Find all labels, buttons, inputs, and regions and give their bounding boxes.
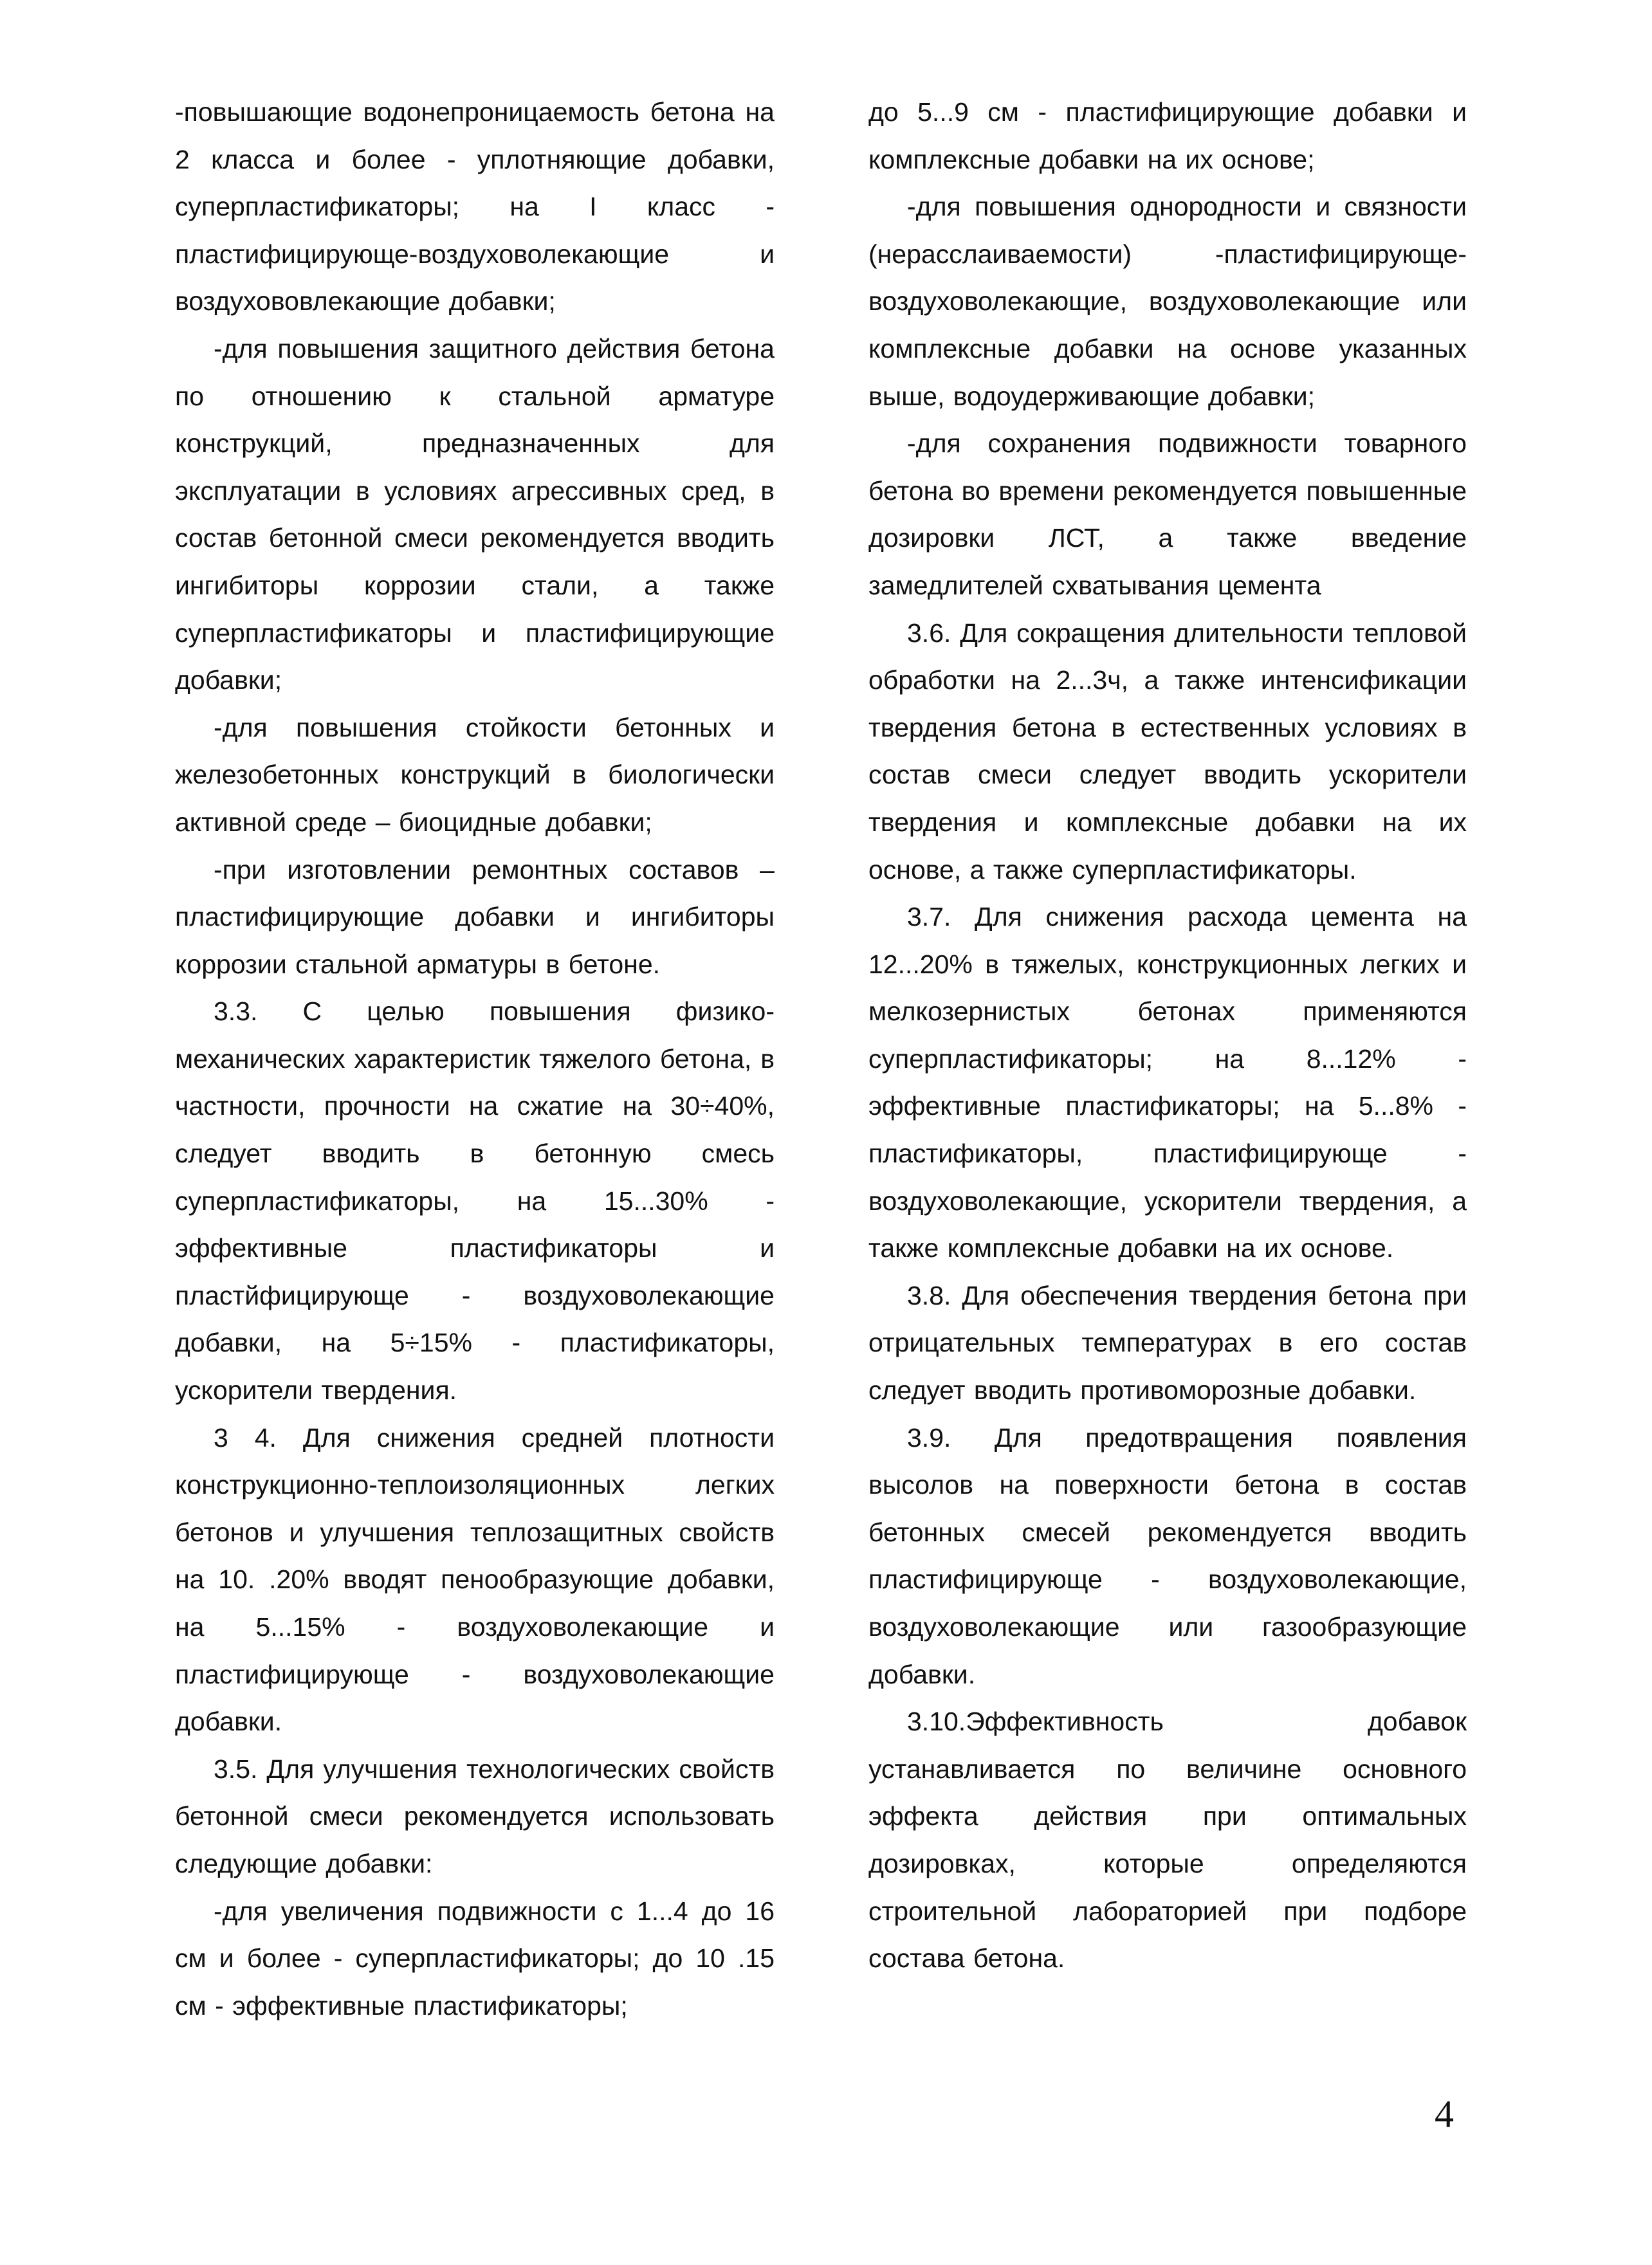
paragraph-3-4: 3 4. Для снижения средней плотности конструкционно-теплоизоляционных легких бетонов и улучшения теплозащитных свойств на 10. .20% вводят пенообразующие добавки, на 5...15% - воздуховолекающие и пластифицирующе - воздуховолекающие добавки. bbox=[175, 1422, 775, 1737]
paragraph-3-8: 3.8. Для обеспечения твердения бетона при отрицательных температурах в его состав следует вводить противоморозные добавки. bbox=[868, 1280, 1467, 1406]
paragraph-3-6: 3.6. Для сокращения длительности тепловой обработки на 2...3ч, а также интенсификации твердения бетона в естественных условиях в состав смеси следует вводить ускорители твердения и комплексные добавки на их основе, а также суперпластификаторы. bbox=[868, 618, 1467, 885]
paragraph-biocidal: -для повышения стойкости бетонных и железобетонных конструкций в биологически активной среде – биоцидные добавки; bbox=[175, 712, 775, 837]
paragraph-waterproofing: -повышающие водонепроницаемость бетона на 2 класса и более - уплотняющие добавки, суперпластификаторы; на I класс - пластифицирующе-воздуховолекающие и воздухововлекающие добавки; bbox=[175, 97, 775, 316]
paragraph-mobility: -для увеличения подвижности с 1...4 до 16 см и более - суперпластификаторы; до 10 .15 см - эффективные пластификаторы; bbox=[175, 1896, 775, 2021]
right-column bbox=[868, 89, 1467, 1983]
left-column bbox=[175, 89, 775, 2030]
paragraph-homogeneity: -для повышения однородности и связности (нерасслаиваемости) -пластифицирующе-воздуховолекающие, воздуховолекающие или комплексные добавки на основе указанных выше, водоудерживающие добавки; bbox=[868, 192, 1467, 411]
page-number: 4 bbox=[1435, 2093, 1454, 2135]
paragraph-3-3: 3.3. С целью повышения физико-механических характеристик тяжелого бетона, в частности, прочности на сжатие на 30÷40%, следует вводить в бетонную смесь суперпластификаторы, на 15...30% - эффективные пластификаторы и пластйфицирующе - воздуховолекающие добавки, на 5÷15% - пластификаторы, ускорители твердения. bbox=[175, 996, 775, 1406]
paragraph-3-5: 3.5. Для улучшения технологических свойств бетонной смеси рекомендуется использовать следующие добавки: bbox=[175, 1754, 775, 1878]
paragraph-mobility-continued: до 5...9 см - пластифицирующие добавки и комплексные добавки на их основе; bbox=[868, 97, 1467, 174]
paragraph-corrosion-protection: -для повышения защитного действия бетона по отношению к стальной арматуре конструкций, предназначенных для эксплуатации в условиях агрессивных сред, в состав бетонной смеси рекомендуется вводить ингибиторы коррозии стали, а также суперпластификаторы и пластифицирующие добавки; bbox=[175, 333, 775, 695]
paragraph-3-7: 3.7. Для снижения расхода цемента на 12...20% в тяжелых, конструкционных легких и мелкозернистых бетонах применяются суперпластификаторы; на 8...12% - эффективные пластификаторы; на 5...8% - пластификаторы, пластифицирующе - воздуховолекающие, ускорители твердения, а также комплексные добавки на их основе. bbox=[868, 902, 1467, 1263]
paragraph-3-9: 3.9. Для предотвращения появления высолов на поверхности бетона в состав бетонных смесей рекомендуется вводить пластифицирующе - воздуховолекающие, воздуховолекающие или газообразующие добавки. bbox=[868, 1422, 1467, 1689]
paragraph-repair-compositions: -при изготовлении ремонтных составов – пластифицирующие добавки и ингибиторы коррозии стальной арматуры в бетоне. bbox=[175, 854, 775, 979]
paragraph-3-10: 3.10.Эффективность добавок устанавливается по величине основного эффекта действия при оптимальных дозировках, которые определяются строительной лабораторией при подборе состава бетона. bbox=[868, 1707, 1467, 1974]
paragraph-retention: -для сохранения подвижности товарного бетона во времени рекомендуется повышенные дозировки ЛСТ, а также введение замедлителей схватывания цемента bbox=[868, 428, 1467, 600]
